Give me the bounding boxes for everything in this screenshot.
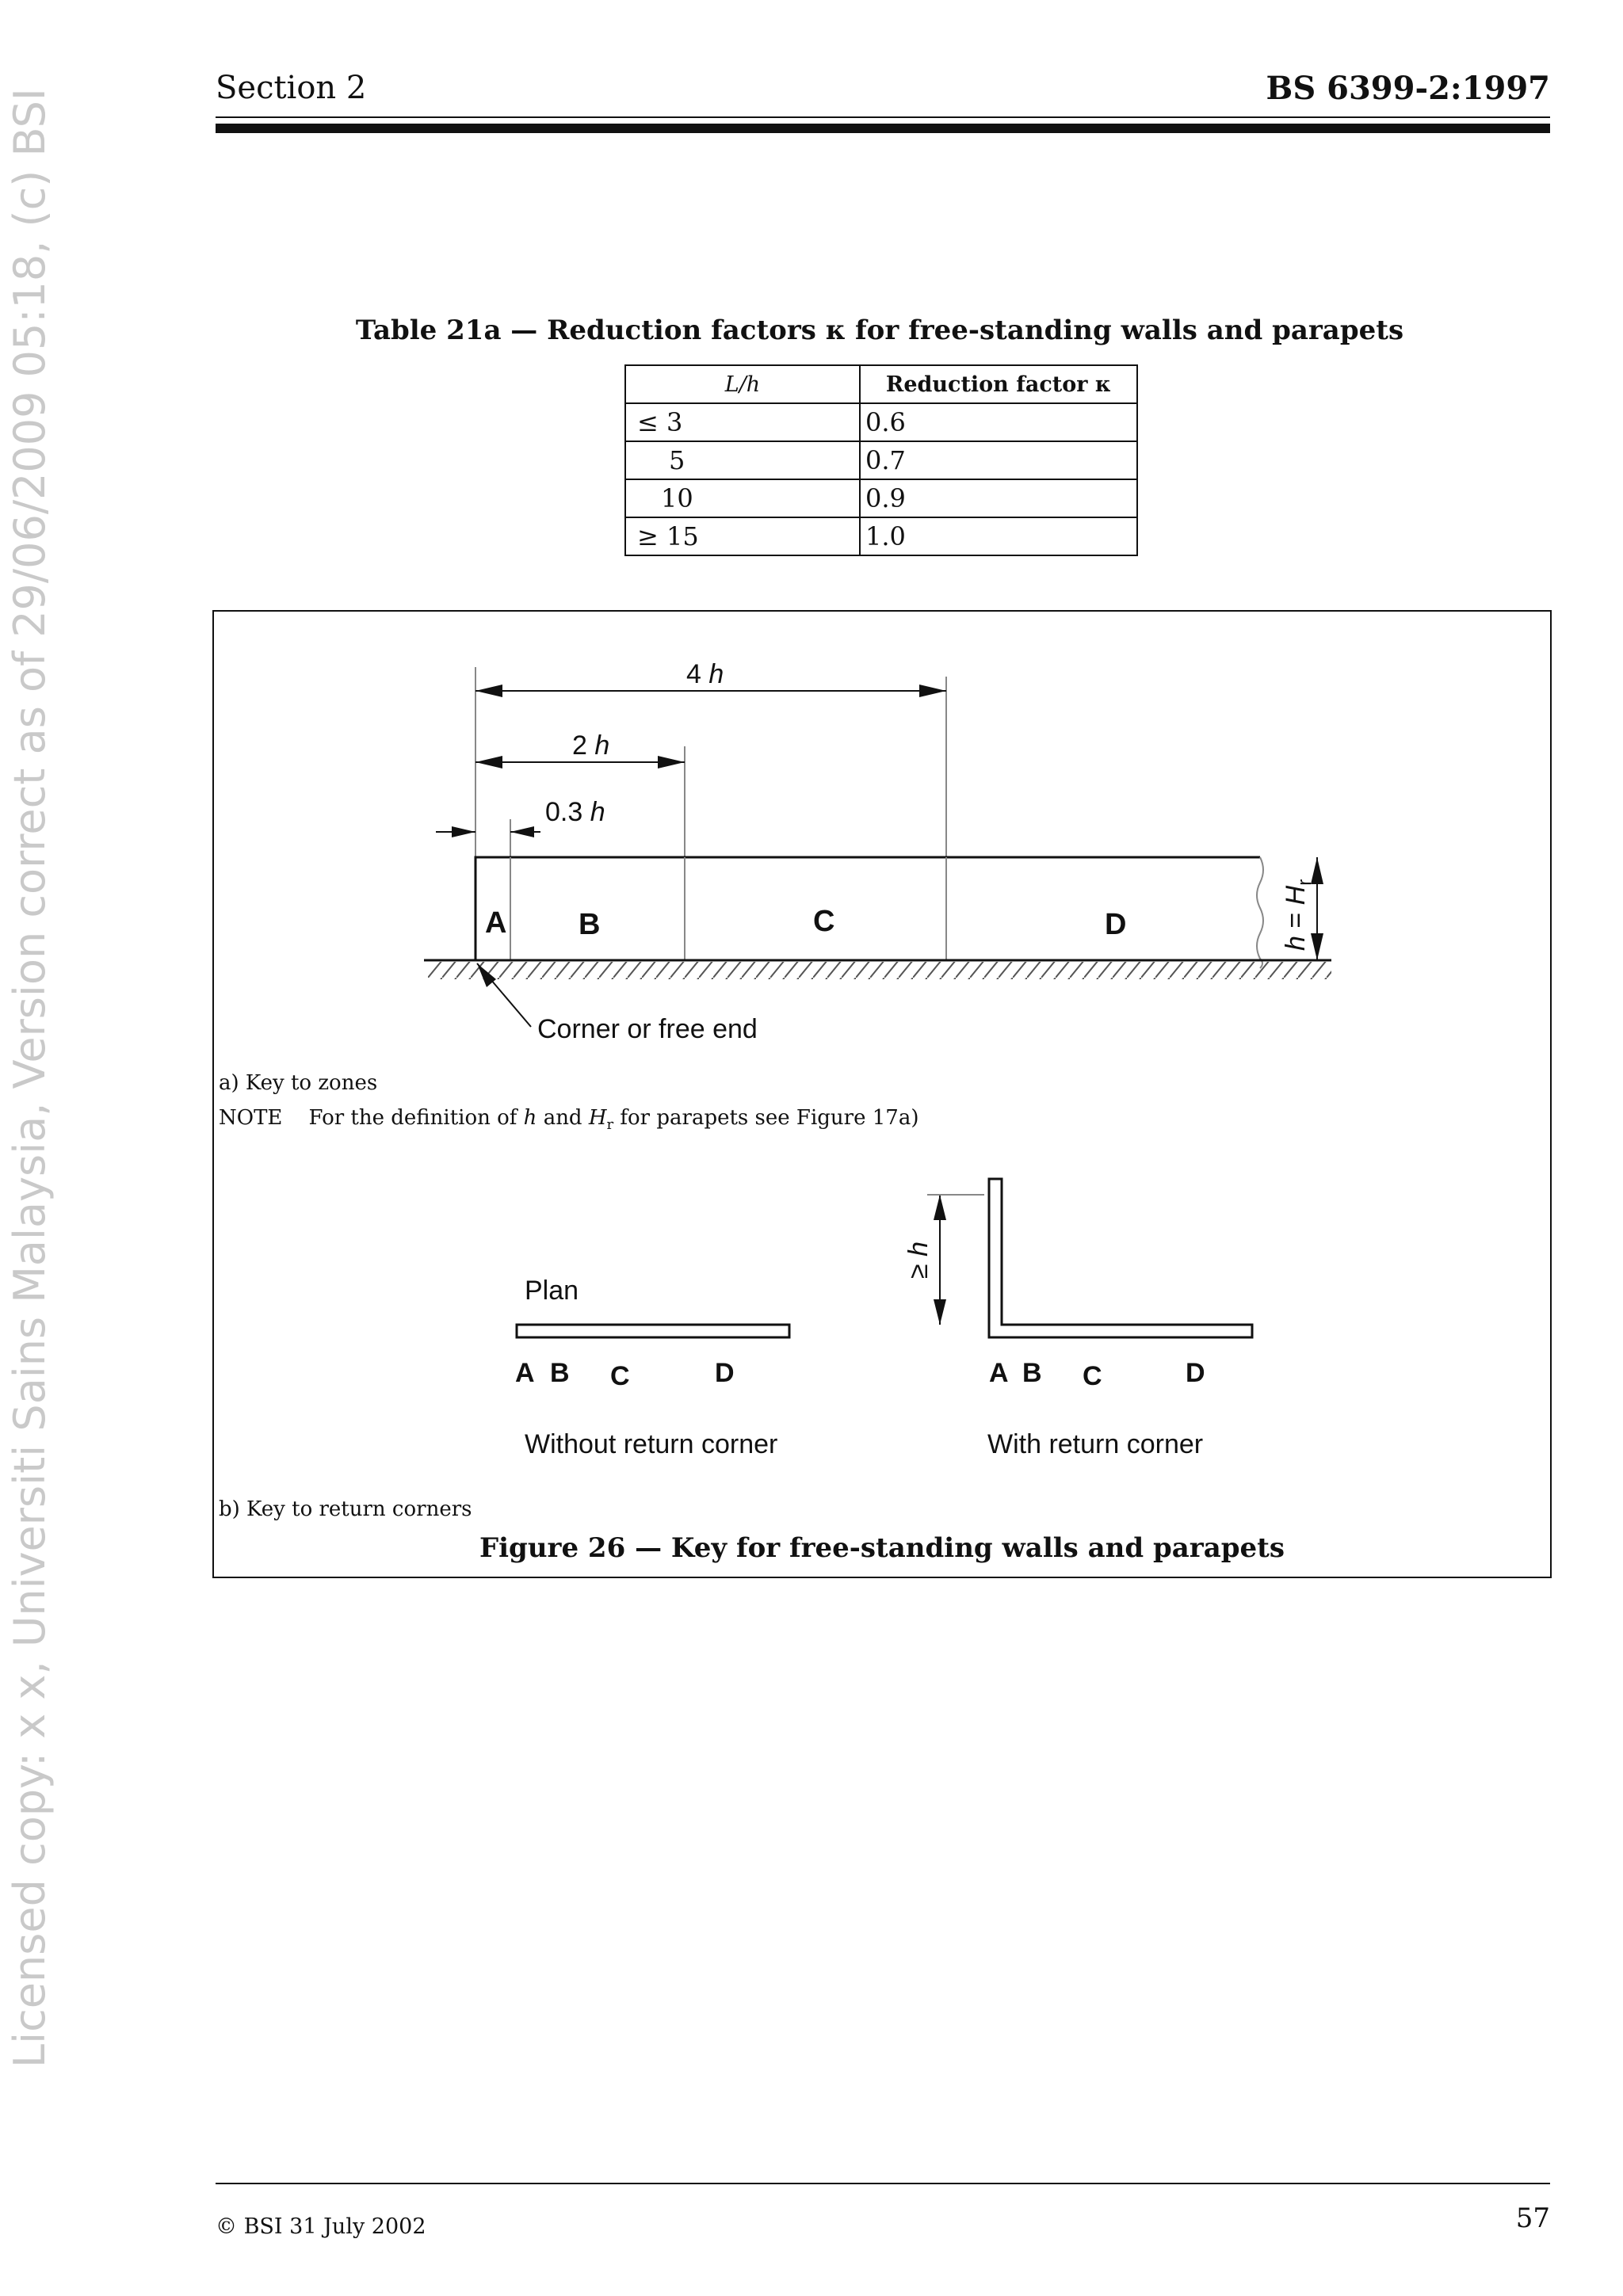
with-return-label: With return corner xyxy=(987,1429,1204,1459)
note-text-2: for parapets see Figure 17a) xyxy=(620,1106,919,1130)
note-H: H xyxy=(588,1106,607,1130)
return-zone-d: D xyxy=(1186,1358,1205,1388)
footer-rule xyxy=(216,2183,1550,2184)
dimension-2h xyxy=(475,730,685,769)
figure-26-frame xyxy=(212,610,1552,1578)
plan-zone-b: B xyxy=(550,1358,570,1388)
zone-label-b: B xyxy=(579,908,601,941)
dim-2h-number: 2 xyxy=(572,730,587,761)
note-text-1: For the definition of xyxy=(308,1106,517,1130)
cell-factor: 0.9 xyxy=(860,479,1137,517)
note-sub: r xyxy=(606,1116,614,1134)
svg-text:0.3 h xyxy=(545,797,605,827)
height-eq: = xyxy=(1281,912,1311,929)
page-number: 57 xyxy=(1515,2203,1550,2234)
figure-note xyxy=(219,1106,918,1133)
table-title: Table 21a — Reduction factors κ for free-standing walls and parapets xyxy=(355,315,1404,346)
svg-text:2 h xyxy=(572,730,609,761)
height-sub: r xyxy=(1294,879,1316,886)
dim-2h-var: h xyxy=(594,730,610,761)
license-watermark: Licensed copy: x x, Universiti Sains Malaysia, Version correct as of 29/06/2009 05:18, (c) BSI xyxy=(5,88,55,2068)
without-return-label: Without return corner xyxy=(525,1429,778,1459)
header-rule-thin xyxy=(216,116,1550,118)
plan-without-return xyxy=(515,1276,789,1459)
key-a-label: a) Key to zones xyxy=(219,1071,378,1095)
table-row xyxy=(625,441,1137,479)
dim-0-3h-var: h xyxy=(590,797,605,827)
svg-text:≥ h xyxy=(903,1241,934,1279)
ground-hatch xyxy=(424,960,1331,979)
dimension-4h xyxy=(475,659,946,697)
note-label: NOTE xyxy=(219,1106,283,1130)
svg-text:h = Hr xyxy=(1281,879,1316,951)
dimension-height xyxy=(1281,857,1323,960)
column-header-factor: Reduction factor κ xyxy=(860,365,1137,403)
footer-copyright: © BSI 31 July 2002 xyxy=(216,2214,426,2239)
key-b-label: b) Key to return corners xyxy=(219,1497,472,1521)
dim-4h-var: h xyxy=(708,659,724,689)
dimension-0-3h xyxy=(436,797,605,837)
return-zone-b: B xyxy=(1022,1358,1042,1388)
zone-label-a: A xyxy=(485,906,507,940)
section-label: Section 2 xyxy=(216,70,367,106)
plan-with-return xyxy=(903,1179,1252,1459)
zone-label-c: C xyxy=(813,905,835,938)
dim-0-3h-number: 0.3 xyxy=(545,797,583,827)
cell-lh: ≤ 3 xyxy=(625,403,860,441)
table-row xyxy=(625,479,1137,517)
note-and: and xyxy=(543,1106,582,1130)
plan-zone-d: D xyxy=(715,1358,735,1388)
table-header-row xyxy=(625,365,1137,403)
column-header-lh: L/h xyxy=(625,365,860,403)
svg-text:4 h xyxy=(686,659,724,689)
plan-label: Plan xyxy=(525,1276,579,1306)
plan-zone-c: C xyxy=(610,1361,630,1391)
table-row xyxy=(625,403,1137,441)
figure-caption: Figure 26 — Key for free-standing walls and parapets xyxy=(479,1532,1285,1564)
height-H: H xyxy=(1281,885,1311,906)
height-h: h xyxy=(1281,936,1311,951)
zone-label-d: D xyxy=(1105,908,1127,941)
standard-number: BS 6399-2:1997 xyxy=(1266,70,1550,107)
header-rule-thick xyxy=(216,124,1550,133)
cell-factor: 0.6 xyxy=(860,403,1137,441)
wall-zone-diagram xyxy=(214,612,1550,1577)
table-row xyxy=(625,517,1137,555)
cell-factor: 1.0 xyxy=(860,517,1137,555)
cell-factor: 0.7 xyxy=(860,441,1137,479)
cell-lh: 5 xyxy=(625,441,860,479)
ge-h: h xyxy=(903,1241,934,1257)
cell-lh: ≥ 15 xyxy=(625,517,860,555)
corner-label: Corner or free end xyxy=(537,1014,758,1044)
return-zone-c: C xyxy=(1083,1361,1102,1391)
cell-lh: 10 xyxy=(625,479,860,517)
dim-4h-number: 4 xyxy=(686,659,701,689)
ge-symbol: ≥ xyxy=(903,1264,934,1279)
plan-zone-a: A xyxy=(515,1358,535,1388)
note-h: h xyxy=(523,1106,537,1130)
return-zone-a: A xyxy=(989,1358,1009,1388)
reduction-factor-table xyxy=(624,364,1138,556)
